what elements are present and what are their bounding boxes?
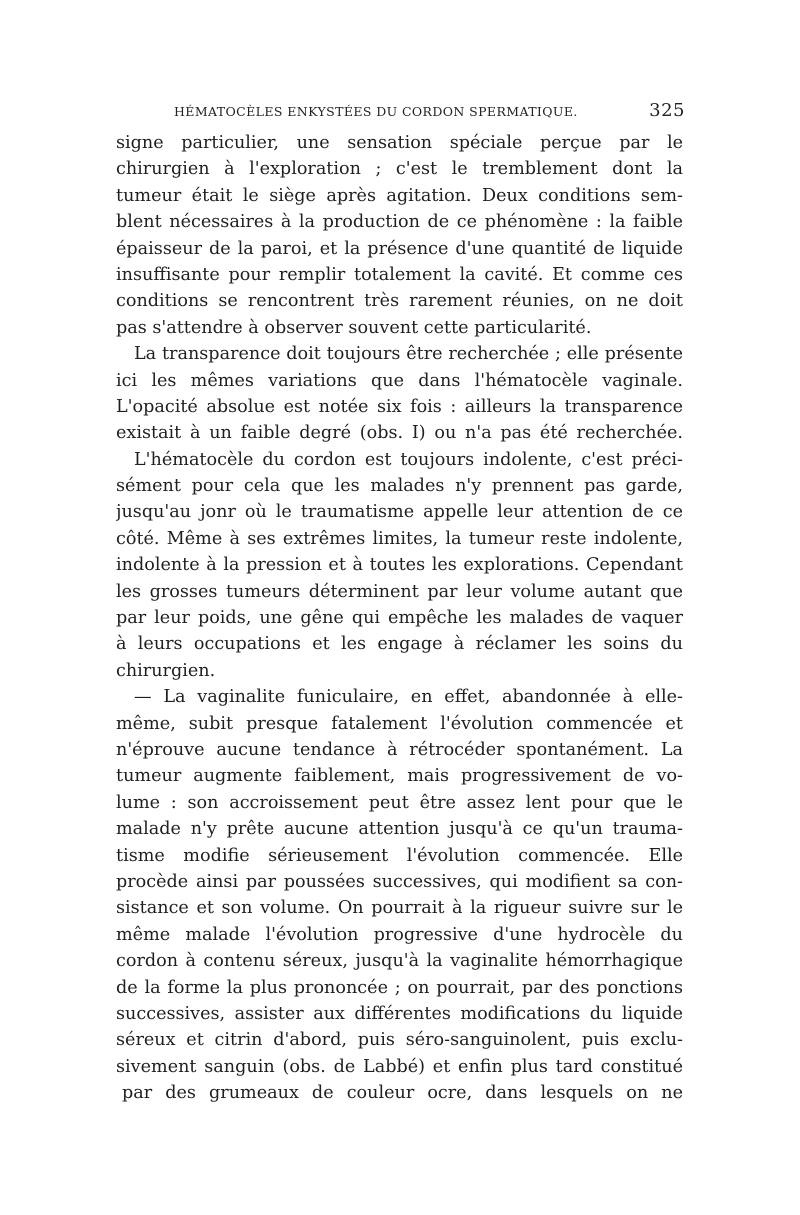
running-head <box>170 100 685 124</box>
text-line: chirurgien. <box>116 660 216 681</box>
text-line: chirurgien à l'exploration ; c'est le tremblement dont la <box>116 159 683 180</box>
text-line: de la forme la plus prononcée ; on pourrait, par des ponctions <box>116 977 683 998</box>
text-line: insuffisante pour remplir totalement la cavité. Et comme ces <box>116 264 683 285</box>
text-line: indolente à la pression et à toutes les explorations. Cependant <box>116 555 683 576</box>
text-line: sistance et son volume. On pourrait à la rigueur suivre sur le <box>116 898 683 919</box>
text-line: sément pour cela que les malades n'y prennent pas garde, <box>116 476 683 497</box>
text-line: les grosses tumeurs déterminent par leur volume autant que <box>116 581 683 602</box>
text-line: L'hématocèle du cordon est toujours indolente, c'est préci- <box>134 449 683 470</box>
text-line: successives, assister aux différentes modifications du liquide <box>116 1003 683 1024</box>
text-line: signe particulier, une sensation spéciale perçue par le <box>116 133 683 153</box>
text-line: lume : son accroissement peut être assez lent pour que le <box>116 792 683 813</box>
text-line: blent nécessaires à la production de ce phénomène : la faible <box>116 212 683 233</box>
running-title: HÉMATOCÈLES ENKYSTÉES DU CORDON SPERMATIQUE. <box>174 104 578 119</box>
text-line: — La vaginalite funiculaire, en effet, abandonnée à elle- <box>134 687 683 708</box>
text-line: tumeur était le siège après agitation. Deux conditions sem- <box>116 185 683 206</box>
text-line: tumeur augmente faiblement, mais progressivement de vo- <box>116 766 683 787</box>
text-line: à leurs occupations et les engage à réclamer les soins du <box>116 634 683 655</box>
text-line: existait à un faible degré (obs. I) ou n'a pas été recherchée. <box>116 423 683 444</box>
text-line: procède ainsi par poussées successives, qui modifient sa con- <box>116 871 683 892</box>
text-line: n'éprouve aucune tendance à rétrocéder spontanément. La <box>116 739 683 760</box>
text-line: pas s'attendre à observer souvent cette particularité. <box>116 317 592 338</box>
text-line: sivement sanguin (obs. de Labbé) et enfin plus tard constitué <box>116 1056 683 1077</box>
text-line: jusqu'au jonr où le traumatisme appelle leur attention de ce <box>116 502 683 523</box>
text-line: par leur poids, une gêne qui empêche les malades de vaquer <box>116 608 683 629</box>
text-line: cordon à contenu séreux, jusqu'à la vaginalite hémorrhagique <box>116 951 683 972</box>
page-number: 325 <box>649 100 685 121</box>
text-line: même malade l'évolution progressive d'une hydrocèle du <box>116 924 683 945</box>
text-line: malade n'y prête aucune attention jusqu'à ce qu'un trauma- <box>116 819 683 840</box>
text-line: conditions se rencontrent très rarement réunies, on ne doit <box>116 291 683 312</box>
text-line: côté. Même à ses extrêmes limites, la tumeur reste indolente, <box>116 528 683 549</box>
text-line: L'opacité absolue est notée six fois : ailleurs la transparence <box>116 396 683 417</box>
text-line: tisme modifie sérieusement l'évolution commencée. Elle <box>116 845 683 866</box>
text-line: même, subit presque fatalement l'évolution commencée et <box>116 713 683 734</box>
text-line: ici les mêmes variations que dans l'hématocèle vaginale. <box>116 370 683 391</box>
text-line: épaisseur de la paroi, et la présence d'une quantité de liquide <box>116 238 683 259</box>
text-line: par des grumeaux de couleur ocre, dans lesquels on ne <box>122 1083 683 1104</box>
text-line: La transparence doit toujours être recherchée ; elle présente <box>134 344 683 365</box>
text-line: séreux et citrin d'abord, puis séro-sanguinolent, puis exclu- <box>116 1030 683 1051</box>
body-text <box>116 130 683 1106</box>
